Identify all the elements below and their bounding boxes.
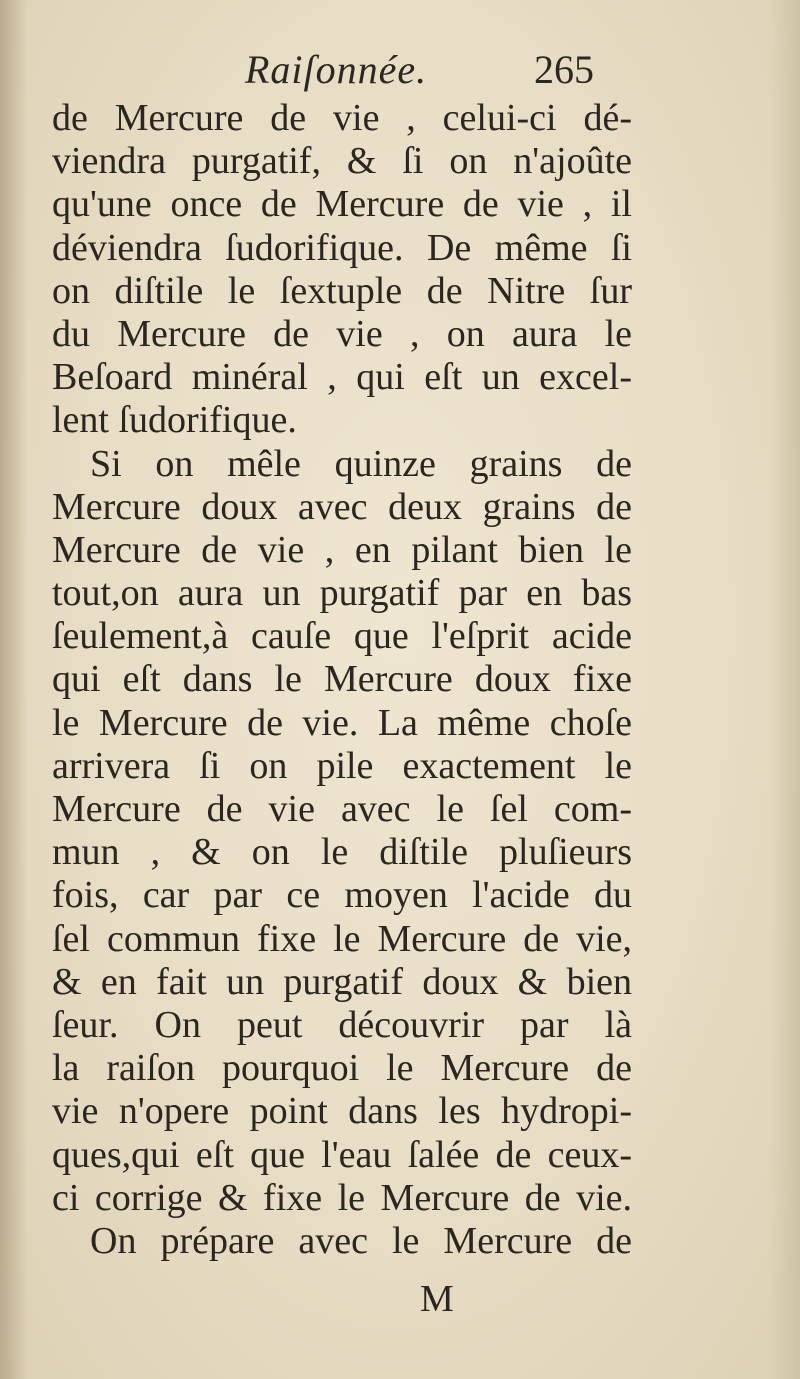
- text-line: arrivera ſi on pile exactement le: [52, 744, 632, 787]
- running-head-title: Raiſonnée.: [245, 47, 428, 92]
- paragraph-start-line: Si on mêle quinze grains de: [90, 442, 632, 485]
- text-line: ques,qui eſt que l'eau ſalée de ceux-: [52, 1133, 632, 1176]
- running-head: [0, 40, 800, 100]
- catchword: M: [420, 1278, 454, 1320]
- text-line: le Mercure de vie. La même choſe: [52, 701, 632, 744]
- text-line: ſeur. On peut découvrir par là: [52, 1003, 632, 1046]
- page-edge-shadow-right: [770, 0, 800, 1379]
- text-line: ſel commun fixe le Mercure de vie,: [52, 917, 632, 960]
- text-line: Mercure de vie avec le ſel com-: [52, 788, 632, 830]
- text-line: & en fait un purgatif doux & bien: [52, 960, 632, 1003]
- text-line: vie n'opere point dans les hydropi-: [52, 1090, 632, 1133]
- text-line: viendra purgatif, & ſi on n'ajoûte: [52, 140, 632, 183]
- text-line: Mercure doux avec deux grains de: [52, 485, 632, 528]
- text-line: fois, car par ce moyen l'acide du: [52, 874, 632, 917]
- text-line: ci corrige & fixe le Mercure de vie.: [52, 1176, 632, 1219]
- text-line: du Mercure de vie , on aura le: [52, 312, 632, 355]
- text-line: tout,on aura un purgatif par en bas: [52, 572, 632, 615]
- text-line: on diſtile le ſextuple de Nitre ſur: [52, 269, 632, 312]
- text-line: de Mercure de vie , celui-ci dé-: [52, 97, 632, 139]
- page-number: 265: [534, 47, 594, 92]
- text-line: qui eſt dans le Mercure doux fixe: [52, 658, 632, 701]
- paragraph-start-line: On prépare avec le Mercure de: [90, 1219, 632, 1262]
- text-line: qu'une once de Mercure de vie , il: [52, 183, 632, 226]
- page-edge-shadow-left: [0, 0, 28, 1379]
- text-line: la raiſon pourquoi le Mercure de: [52, 1047, 632, 1090]
- text-line: Beſoard minéral , qui eſt un excel-: [52, 356, 632, 399]
- text-line: ſeulement,à cauſe que l'eſprit acide: [52, 615, 632, 658]
- text-line: mun , & on le diſtile pluſieurs: [52, 831, 632, 874]
- text-line: Mercure de vie , en pilant bien le: [52, 528, 632, 571]
- body-text: [52, 97, 632, 1263]
- text-line: lent ſudorifique.: [52, 399, 297, 442]
- text-line: déviendra ſudorifique. De même ſi: [52, 226, 632, 269]
